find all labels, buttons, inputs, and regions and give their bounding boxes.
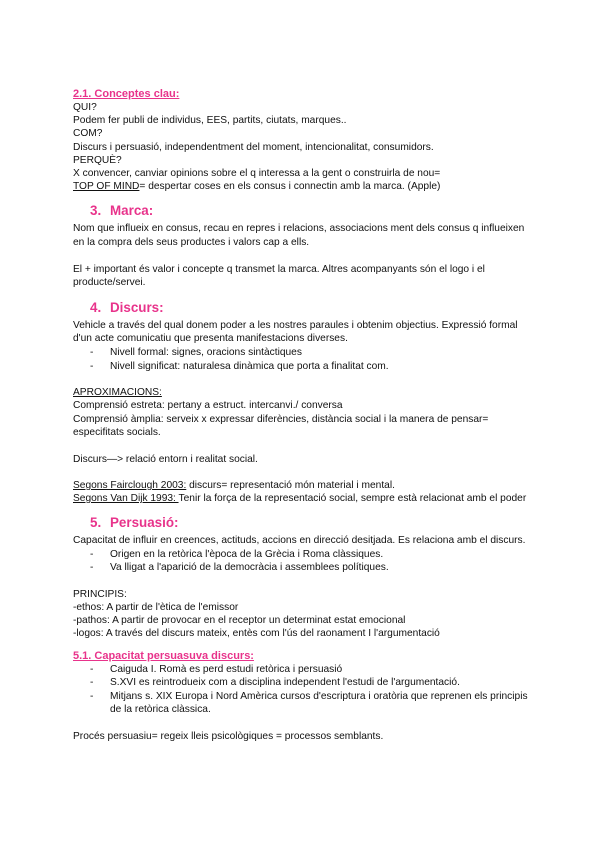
section-title: Marca: [110,203,154,219]
document-page [73,87,533,743]
top-of-mind-text: = despertar coses en els consus i connectin amb la marca. (Apple) [139,181,441,193]
bullet-list [73,663,533,717]
aproximacions-title: APROXIMACIONS: [73,387,162,399]
vandijk-label: Segons Van Dijk 1993: [73,493,179,505]
text-line: Podem fer publi de individus, EES, partits, ciutats, marques.. [73,115,347,127]
section-3-heading [90,203,533,219]
section-title: Discurs: [110,299,164,315]
list-item: - Origen en la retòrica l'època de la Grècia i Roma clàssiques. [90,548,384,560]
fairclough-line: Segons Fairclough 2003: discurs= representació món material i mental. [73,479,395,491]
text-line: Comprensió estreta: pertany a estruct. intercanvi./ conversa [73,400,343,412]
bullet-list [73,346,533,373]
section-5-1-title: 5.1. Capacitat persuasuva discurs: [73,649,254,662]
paragraph: Vehicle a través del qual donem poder a les nostres paraules i obtenim objectius. Expressió formal d'un acte comunicatiu que presenta manifestacions diverses. [73,319,518,345]
paragraph: Comprensió àmplia: serveix x expressar diferències, distància social i la manera de pensar= especifitats socials. [73,413,489,439]
list-item: - Caiguda I. Romà es perd estudi retòrica i persuasió [90,663,343,675]
bullet-list [73,548,533,575]
section-title: Persuasió: [110,515,179,531]
section-4-heading [90,300,533,316]
top-of-mind-line [73,180,533,193]
list-item: - Nivell formal: signes, oracions sintàctiques [90,346,302,358]
text-line: COM? [73,128,103,140]
text-line: X convencer, canviar opinions sobre el q interessa a la gent o construirla de nou= [73,168,441,180]
list-item: - S.XVI es reintrodueix com a disciplina independent l'estudi de l'argumentació. [90,677,460,689]
text-line: PERQUÈ? [73,154,122,166]
list-item: - Mitjans s. XIX Europa i Nord Amèrica cursos d'escriptura i oratòria que reprenen els principis de la retòrica clàssica. [90,690,528,716]
paragraph: El + important és valor i concepte q transmet la marca. Altres acompanyants són el logo i el producte/servei. [73,263,485,289]
text-line: -ethos: A partir de l'ètica de l'emissor [73,601,239,613]
top-of-mind-label: TOP OF MIND [73,181,140,193]
paragraph: Nom que influeix en consus, recau en repres i relacions, associacions ment dels consus q influeixen en la compra dels seus productes i valors cap a ells. [73,223,525,249]
text-line: Procés persuasiu= regeix lleis psicològiques = processos semblants. [73,730,384,742]
section-2-1-title: 2.1. Conceptes clau: [73,88,180,100]
vandijk-line: Segons Van Dijk 1993: Tenir la força de la representació social, sempre està relacionat amb el poder [73,493,527,505]
fairclough-label: Segons Fairclough 2003: [73,479,187,491]
text-line: -logos: A través del discurs mateix, entès com l'ús del raonament I l'argumentació [73,628,440,640]
text-line: Capacitat de influir en creences, actituds, accions en direcció desitjada. Es relaciona amb el discurs. [73,535,526,547]
text-line: Discurs—> relació entorn i realitat social. [73,453,258,465]
section-number: 3. [90,203,102,219]
text-line: -pathos: A partir de provocar en el receptor un determinat estat emocional [73,615,406,627]
section-number: 5. [90,515,102,531]
section-5-heading [90,515,533,531]
text-line: QUI? [73,102,97,113]
principis-title: PRINCIPIS: [73,588,127,600]
list-item: - Va lligat a l'aparició de la democràcia i assemblees polítiques. [90,562,389,574]
list-item: - Nivell significat: naturalesa dinàmica que porta a finalitat com. [90,360,389,372]
text-line: Discurs i persuasió, independentment del moment, intencionalitat, consumidors. [73,141,434,153]
section-number: 4. [90,299,102,315]
